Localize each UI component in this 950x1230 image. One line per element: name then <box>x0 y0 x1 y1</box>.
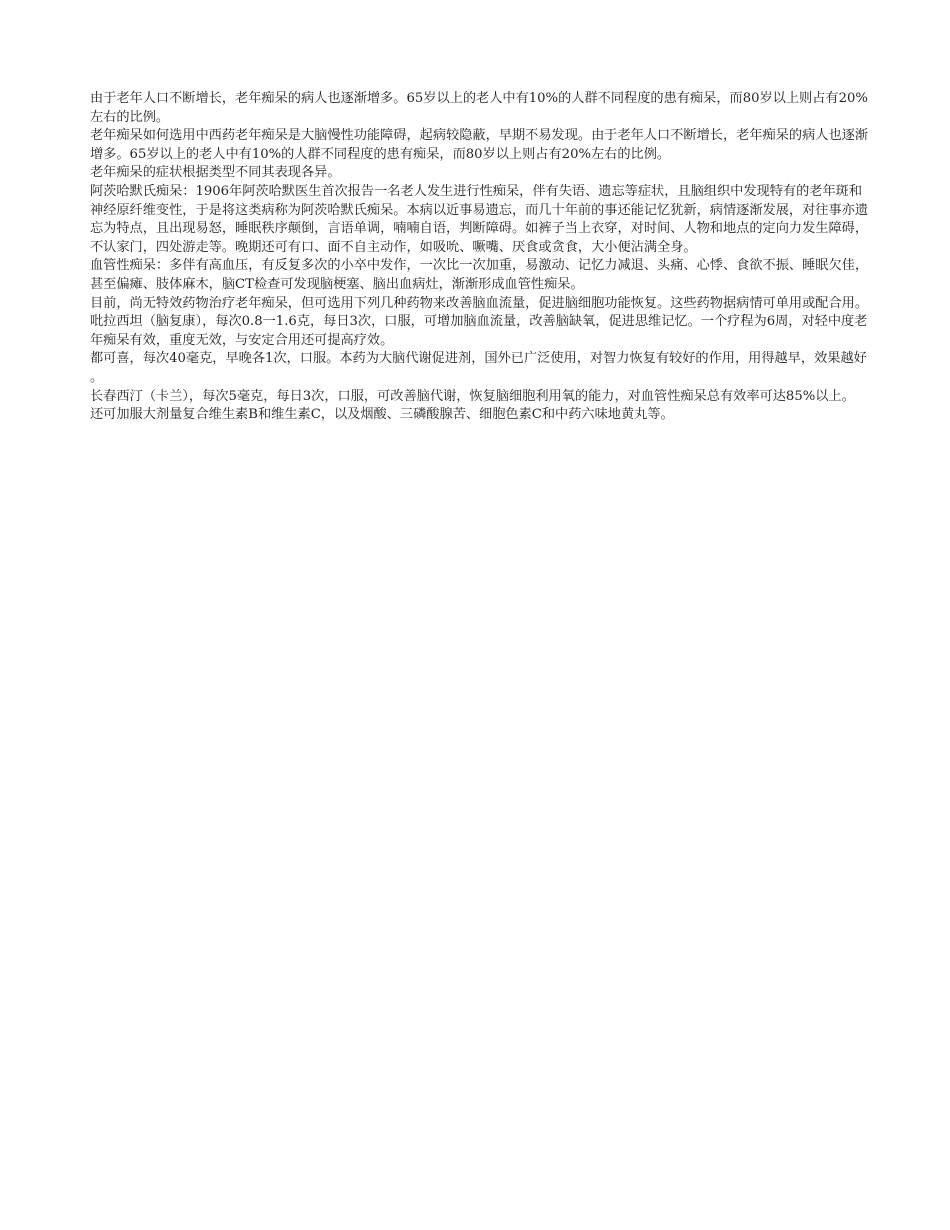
paragraph-duxil: 都可喜，每次40毫克，早晚各1次，口服。本药为大脑代谢促进剂，国外已广泛使用，对智力恢复有较好的作用，用得越早，效果越好。 <box>90 351 867 385</box>
document-body <box>90 90 870 425</box>
paragraph-symptoms-intro: 老年痴呆的症状根据类型不同其表现各异。 <box>90 165 341 181</box>
paragraph-intro: 由于老年人口不断增长，老年痴呆的病人也逐渐增多。65岁以上的老人中有10%的人群不同程度的患有痴呆，而80岁以上则占有20%左右的比例。 <box>90 91 868 125</box>
paragraph-piracetam: 吡拉西坦（脑复康），每次0.8一1.6克，每日3次，口服，可增加脑血流量，改善脑缺氧，促进思维记忆。一个疗程为6周，对轻中度老年痴呆有效，重度无效，与安定合用还可提高疗效。 <box>90 314 868 348</box>
paragraph-treatment-intro: 目前，尚无特效药物治疗老年痴呆，但可选用下列几种药物来改善脑血流量，促进脑细胞功能恢复。这些药物据病情可单用或配合用。 <box>90 295 869 311</box>
paragraph-overview: 老年痴呆如何选用中西药老年痴呆是大脑慢性功能障碍，起病较隐蔽，早期不易发现。由于老年人口不断增长，老年痴呆的病人也逐渐增多。65岁以上的老人中有10%的人群不同程度的患有痴呆，而80岁以上则占有20%左右的比例。 <box>90 128 869 162</box>
paragraph-vascular: 血管性痴呆：多伴有高血压，有反复多次的小卒中发作，一次比一次加重，易激动、记忆力减退、头痛、心悸、食欲不振、睡眠欠佳，甚至偏瘫、肢体麻木，脑CT检查可发现脑梗塞、脑出血病灶，渐渐形成血管性痴呆。 <box>90 258 869 292</box>
paragraph-vinpocetine: 长春西汀（卡兰），每次5毫克，每日3次，口服，可改善脑代谢，恢复脑细胞利用氧的能力，对血管性痴呆总有效率可达85%以上。 <box>90 388 855 404</box>
paragraph-alzheimer: 阿茨哈默氏痴呆：1906年阿茨哈默医生首次报告一名老人发生进行性痴呆，伴有失语、遗忘等症状，且脑组织中发现特有的老年斑和神经原纤维变性，于是将这类病称为阿茨哈默氏痴呆。本病以近事易遗忘，而几十年前的事还能记忆犹新，病情逐渐发展，对往事亦遗忘为特点，且出现易怒，睡眠秩序颠倒，言语单调，喃喃自语，判断障碍。如裤子当上衣穿，对时间、人物和地点的定向力发生障碍，不认家门，四处游走等。晚期还可有口、面不自主动作，如吸吮、噘嘴、厌食或贪食，大小便沾满全身。 <box>90 183 869 255</box>
paragraph-supplements: 还可加服大剂量复合维生素B和维生素C，以及烟酸、三磷酸腺苦、细胞色素C和中药六味地黄丸等。 <box>90 407 674 423</box>
